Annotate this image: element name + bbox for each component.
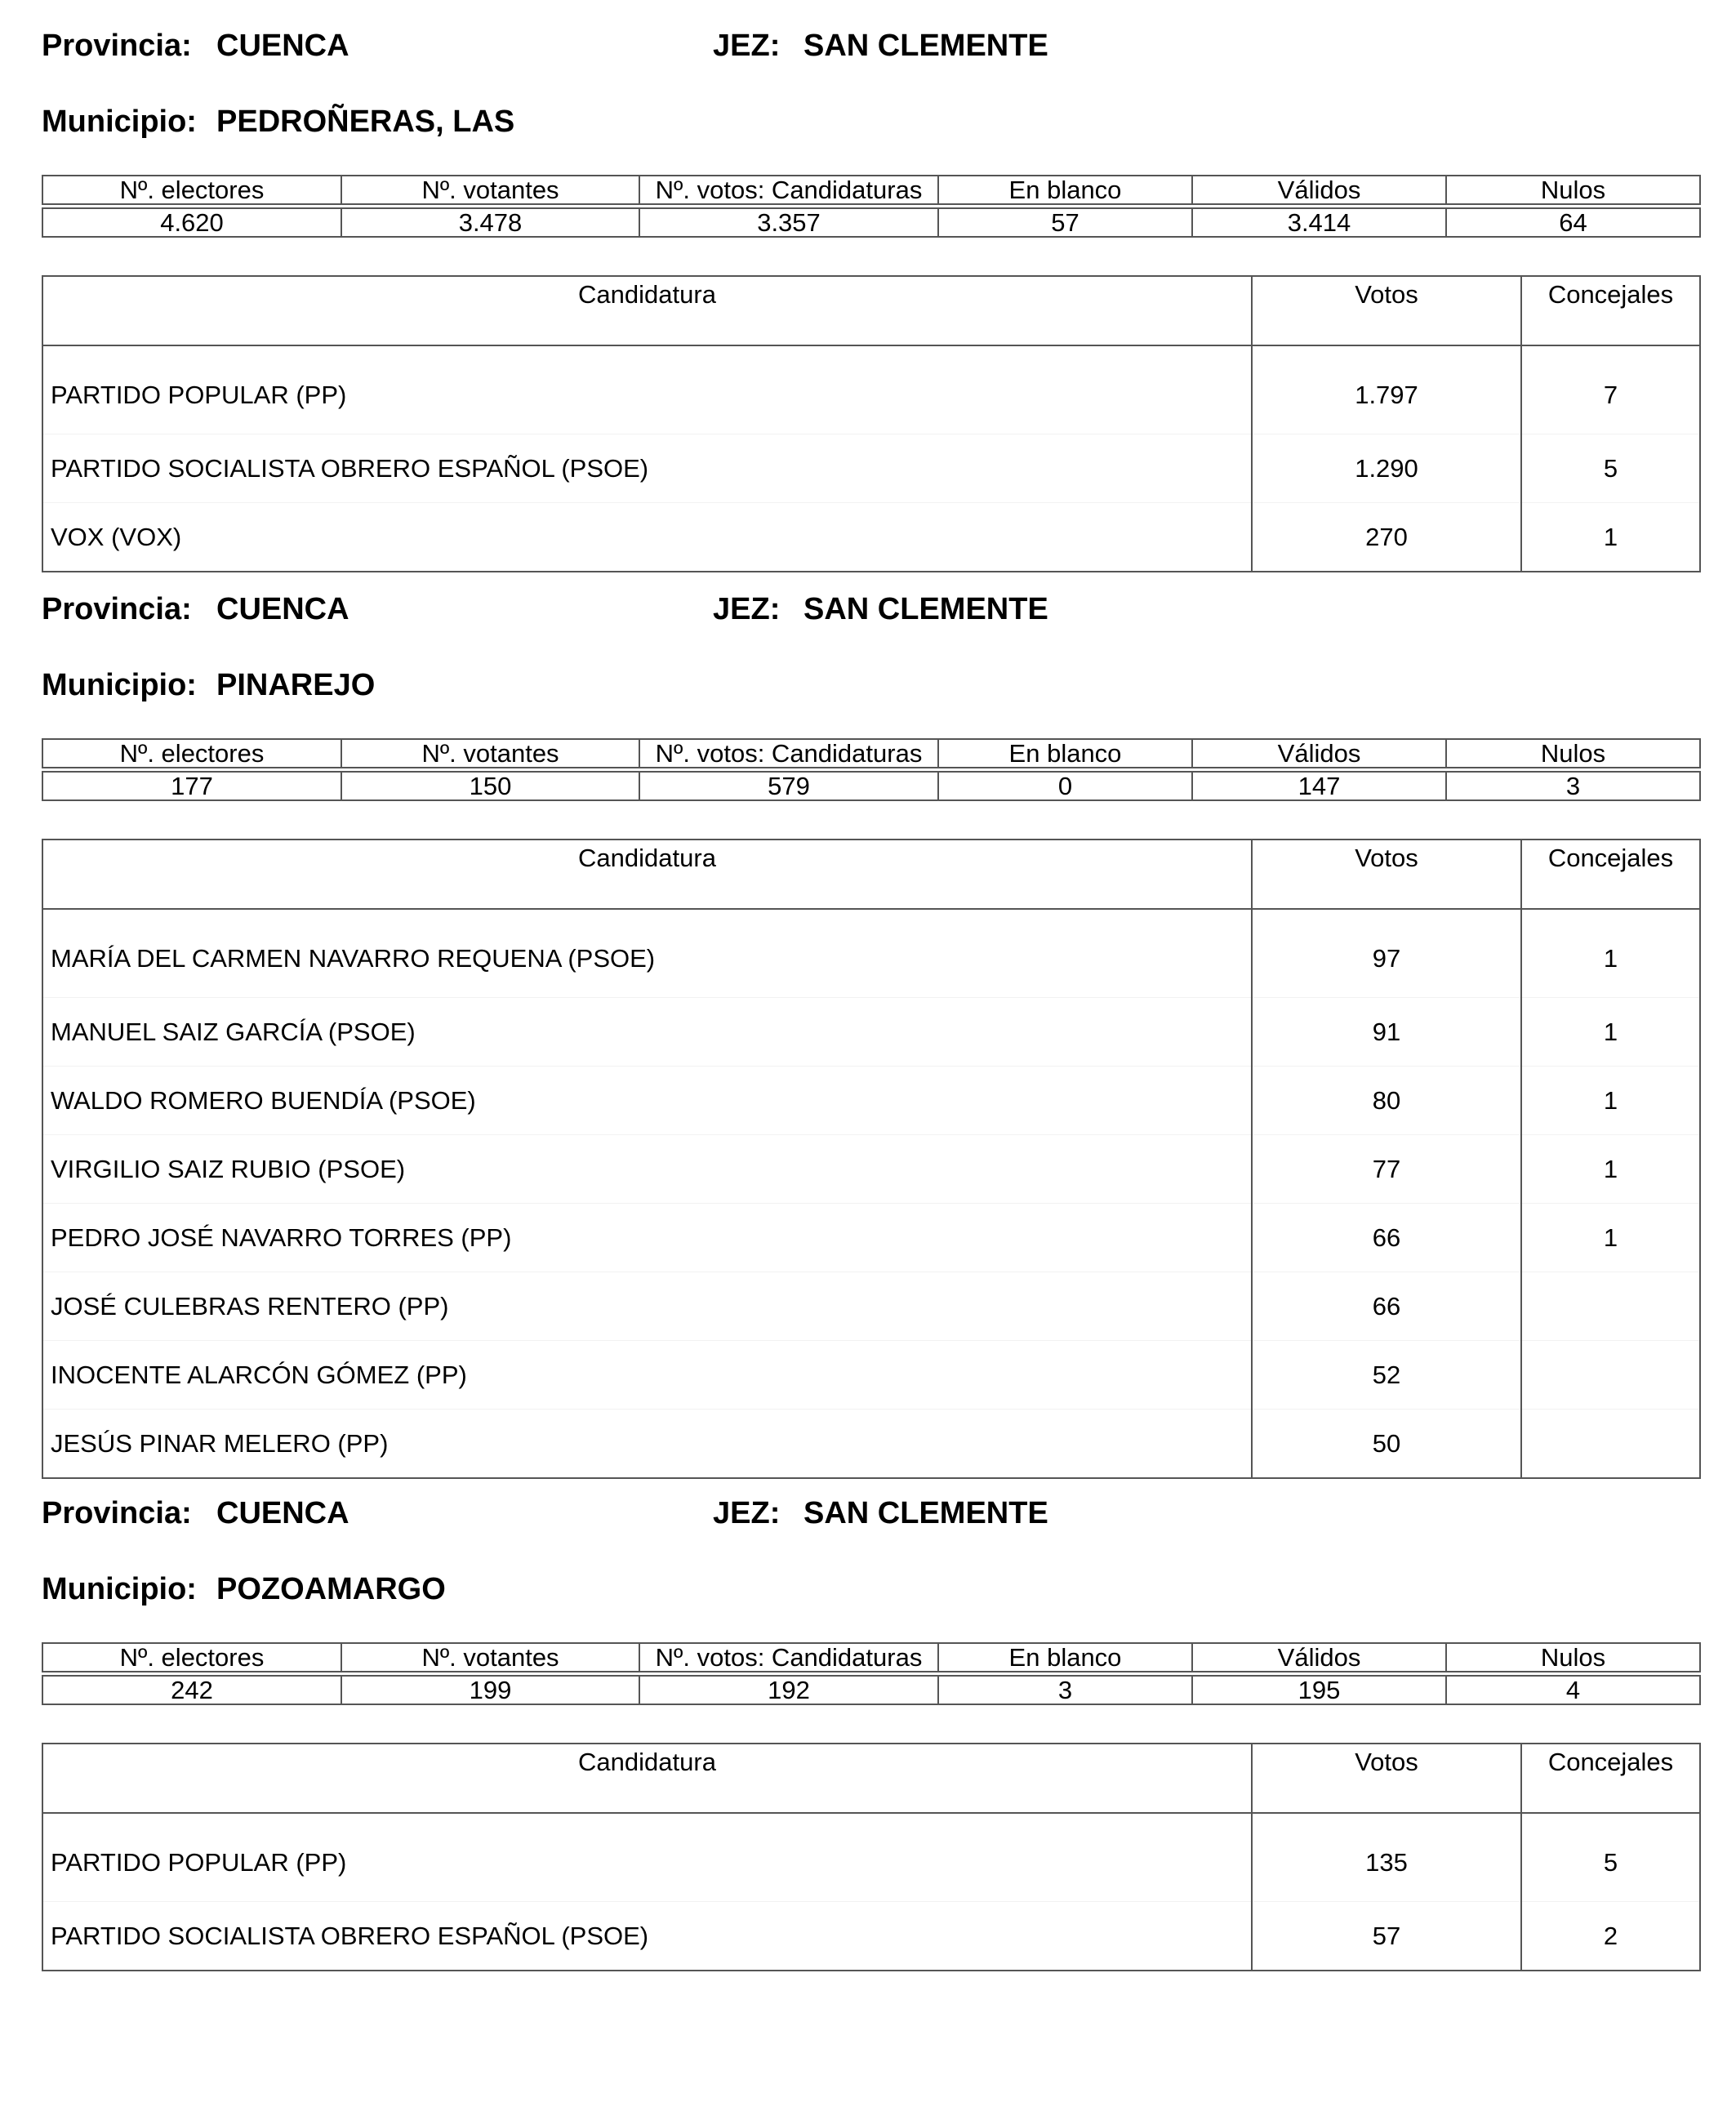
stat-validos: 147 <box>1192 772 1446 800</box>
candidatura-name: PEDRO JOSÉ NAVARRO TORRES (PP) <box>42 1204 1252 1272</box>
candidatura-name: PARTIDO SOCIALISTA OBRERO ESPAÑOL (PSOE) <box>42 434 1252 503</box>
candidatura-name: MARÍA DEL CARMEN NAVARRO REQUENA (PSOE) <box>42 909 1252 998</box>
municipio-title <box>42 668 1699 707</box>
stat-header-votos-candidaturas: Nº. votos: Candidaturas <box>639 739 938 768</box>
stat-electores: 4.620 <box>42 208 341 237</box>
provincia-label: Provincia: <box>42 1496 192 1530</box>
table-row <box>42 1272 1700 1341</box>
stat-header-validos: Válidos <box>1192 176 1446 204</box>
stat-en-blanco: 57 <box>938 208 1192 237</box>
candidatura-name: VIRGILIO SAIZ RUBIO (PSOE) <box>42 1135 1252 1204</box>
candidatura-votos: 80 <box>1252 1067 1521 1135</box>
candidatura-name: MANUEL SAIZ GARCÍA (PSOE) <box>42 998 1252 1067</box>
candidaturas-table <box>42 1743 1701 1971</box>
candidaturas-header-row <box>42 276 1700 345</box>
candidatura-concejales <box>1521 1341 1700 1410</box>
section-header <box>42 29 1699 68</box>
table-row <box>42 909 1700 998</box>
candidatura-concejales: 1 <box>1521 1204 1700 1272</box>
stat-header-validos: Válidos <box>1192 739 1446 768</box>
stats-header-row <box>42 739 1700 768</box>
municipio-value: POZOAMARGO <box>216 1572 446 1606</box>
stat-nulos: 3 <box>1446 772 1700 800</box>
municipio-section <box>42 1496 1699 1971</box>
stat-votantes: 3.478 <box>341 208 639 237</box>
stat-votos-candidaturas: 192 <box>639 1676 938 1704</box>
candidatura-concejales: 1 <box>1521 909 1700 998</box>
jez-value: SAN CLEMENTE <box>803 29 1048 63</box>
candidatura-votos: 50 <box>1252 1410 1521 1479</box>
table-row <box>42 503 1700 572</box>
stat-nulos: 64 <box>1446 208 1700 237</box>
jez-value: SAN CLEMENTE <box>803 592 1048 626</box>
cand-header-candidatura: Candidatura <box>42 1744 1252 1813</box>
stat-header-en-blanco: En blanco <box>938 739 1192 768</box>
provincia-value: CUENCA <box>216 1496 349 1530</box>
section-header <box>42 1496 1699 1535</box>
cand-header-votos: Votos <box>1252 840 1521 909</box>
provincia-value: CUENCA <box>216 29 349 63</box>
provincia-value: CUENCA <box>216 592 349 626</box>
candidatura-name: PARTIDO POPULAR (PP) <box>42 1813 1252 1902</box>
table-row <box>42 434 1700 503</box>
cand-header-concejales: Concejales <box>1521 276 1700 345</box>
table-row <box>42 1135 1700 1204</box>
cand-header-candidatura: Candidatura <box>42 840 1252 909</box>
jez-label: JEZ: <box>713 1496 781 1530</box>
candidatura-name: PARTIDO POPULAR (PP) <box>42 345 1252 434</box>
candidatura-concejales: 2 <box>1521 1902 1700 1971</box>
candidatura-name: PARTIDO SOCIALISTA OBRERO ESPAÑOL (PSOE) <box>42 1902 1252 1971</box>
stats-table <box>42 175 1701 238</box>
stat-nulos: 4 <box>1446 1676 1700 1704</box>
stat-header-votantes: Nº. votantes <box>341 739 639 768</box>
stats-table <box>42 738 1701 801</box>
stat-votos-candidaturas: 579 <box>639 772 938 800</box>
municipio-section <box>42 29 1699 572</box>
candidatura-votos: 135 <box>1252 1813 1521 1902</box>
candidatura-votos: 66 <box>1252 1204 1521 1272</box>
stat-header-electores: Nº. electores <box>42 1643 341 1672</box>
candidaturas-header-row <box>42 1744 1700 1813</box>
stats-header-row <box>42 1643 1700 1672</box>
stat-en-blanco: 3 <box>938 1676 1192 1704</box>
candidatura-concejales <box>1521 1410 1700 1479</box>
jez-value: SAN CLEMENTE <box>803 1496 1048 1530</box>
candidatura-votos: 97 <box>1252 909 1521 998</box>
section-header <box>42 592 1699 631</box>
table-row <box>42 1067 1700 1135</box>
stats-value-row <box>42 208 1700 237</box>
stats-header-row <box>42 176 1700 204</box>
stat-header-nulos: Nulos <box>1446 1643 1700 1672</box>
stat-electores: 177 <box>42 772 341 800</box>
candidatura-votos: 1.797 <box>1252 345 1521 434</box>
cand-header-concejales: Concejales <box>1521 1744 1700 1813</box>
stat-header-votos-candidaturas: Nº. votos: Candidaturas <box>639 176 938 204</box>
candidatura-votos: 270 <box>1252 503 1521 572</box>
cand-header-concejales: Concejales <box>1521 840 1700 909</box>
stats-value-row <box>42 772 1700 800</box>
stats-table <box>42 1642 1701 1705</box>
candidatura-votos: 57 <box>1252 1902 1521 1971</box>
candidatura-concejales: 5 <box>1521 1813 1700 1902</box>
candidatura-concejales: 1 <box>1521 503 1700 572</box>
jez-label: JEZ: <box>713 29 781 63</box>
stat-header-en-blanco: En blanco <box>938 176 1192 204</box>
municipio-value: PINAREJO <box>216 668 376 702</box>
provincia-label: Provincia: <box>42 29 192 63</box>
candidaturas-header-row <box>42 840 1700 909</box>
stat-header-votantes: Nº. votantes <box>341 176 639 204</box>
stat-validos: 3.414 <box>1192 208 1446 237</box>
stat-validos: 195 <box>1192 1676 1446 1704</box>
candidatura-name: JESÚS PINAR MELERO (PP) <box>42 1410 1252 1479</box>
candidaturas-table <box>42 275 1701 572</box>
candidatura-name: VOX (VOX) <box>42 503 1252 572</box>
cand-header-votos: Votos <box>1252 276 1521 345</box>
table-row <box>42 1902 1700 1971</box>
municipio-label: Municipio: <box>42 105 197 139</box>
candidatura-name: WALDO ROMERO BUENDÍA (PSOE) <box>42 1067 1252 1135</box>
stats-value-row <box>42 1676 1700 1704</box>
municipio-section <box>42 592 1699 1479</box>
candidatura-votos: 77 <box>1252 1135 1521 1204</box>
stat-en-blanco: 0 <box>938 772 1192 800</box>
stat-header-votos-candidaturas: Nº. votos: Candidaturas <box>639 1643 938 1672</box>
table-row <box>42 1204 1700 1272</box>
stat-header-electores: Nº. electores <box>42 176 341 204</box>
candidatura-votos: 66 <box>1252 1272 1521 1341</box>
municipio-label: Municipio: <box>42 668 197 702</box>
stat-votantes: 150 <box>341 772 639 800</box>
stat-header-nulos: Nulos <box>1446 739 1700 768</box>
provincia-label: Provincia: <box>42 592 192 626</box>
table-row <box>42 998 1700 1067</box>
cand-header-candidatura: Candidatura <box>42 276 1252 345</box>
candidatura-concejales: 5 <box>1521 434 1700 503</box>
stat-header-votantes: Nº. votantes <box>341 1643 639 1672</box>
candidatura-votos: 1.290 <box>1252 434 1521 503</box>
table-row <box>42 345 1700 434</box>
stat-votos-candidaturas: 3.357 <box>639 208 938 237</box>
candidatura-concejales: 1 <box>1521 1067 1700 1135</box>
stat-header-validos: Válidos <box>1192 1643 1446 1672</box>
municipio-value: PEDROÑERAS, LAS <box>216 105 515 139</box>
cand-header-votos: Votos <box>1252 1744 1521 1813</box>
table-row <box>42 1813 1700 1902</box>
candidatura-name: JOSÉ CULEBRAS RENTERO (PP) <box>42 1272 1252 1341</box>
municipio-title <box>42 105 1699 144</box>
candidatura-concejales <box>1521 1272 1700 1341</box>
candidatura-concejales: 1 <box>1521 1135 1700 1204</box>
candidaturas-table <box>42 839 1701 1479</box>
stat-votantes: 199 <box>341 1676 639 1704</box>
jez-label: JEZ: <box>713 592 781 626</box>
candidatura-votos: 52 <box>1252 1341 1521 1410</box>
candidatura-concejales: 1 <box>1521 998 1700 1067</box>
table-row <box>42 1410 1700 1479</box>
stat-header-en-blanco: En blanco <box>938 1643 1192 1672</box>
candidatura-votos: 91 <box>1252 998 1521 1067</box>
table-row <box>42 1341 1700 1410</box>
stat-header-electores: Nº. electores <box>42 739 341 768</box>
stat-header-nulos: Nulos <box>1446 176 1700 204</box>
municipio-title <box>42 1572 1699 1611</box>
stat-electores: 242 <box>42 1676 341 1704</box>
municipio-label: Municipio: <box>42 1572 197 1606</box>
candidatura-concejales: 7 <box>1521 345 1700 434</box>
candidatura-name: INOCENTE ALARCÓN GÓMEZ (PP) <box>42 1341 1252 1410</box>
